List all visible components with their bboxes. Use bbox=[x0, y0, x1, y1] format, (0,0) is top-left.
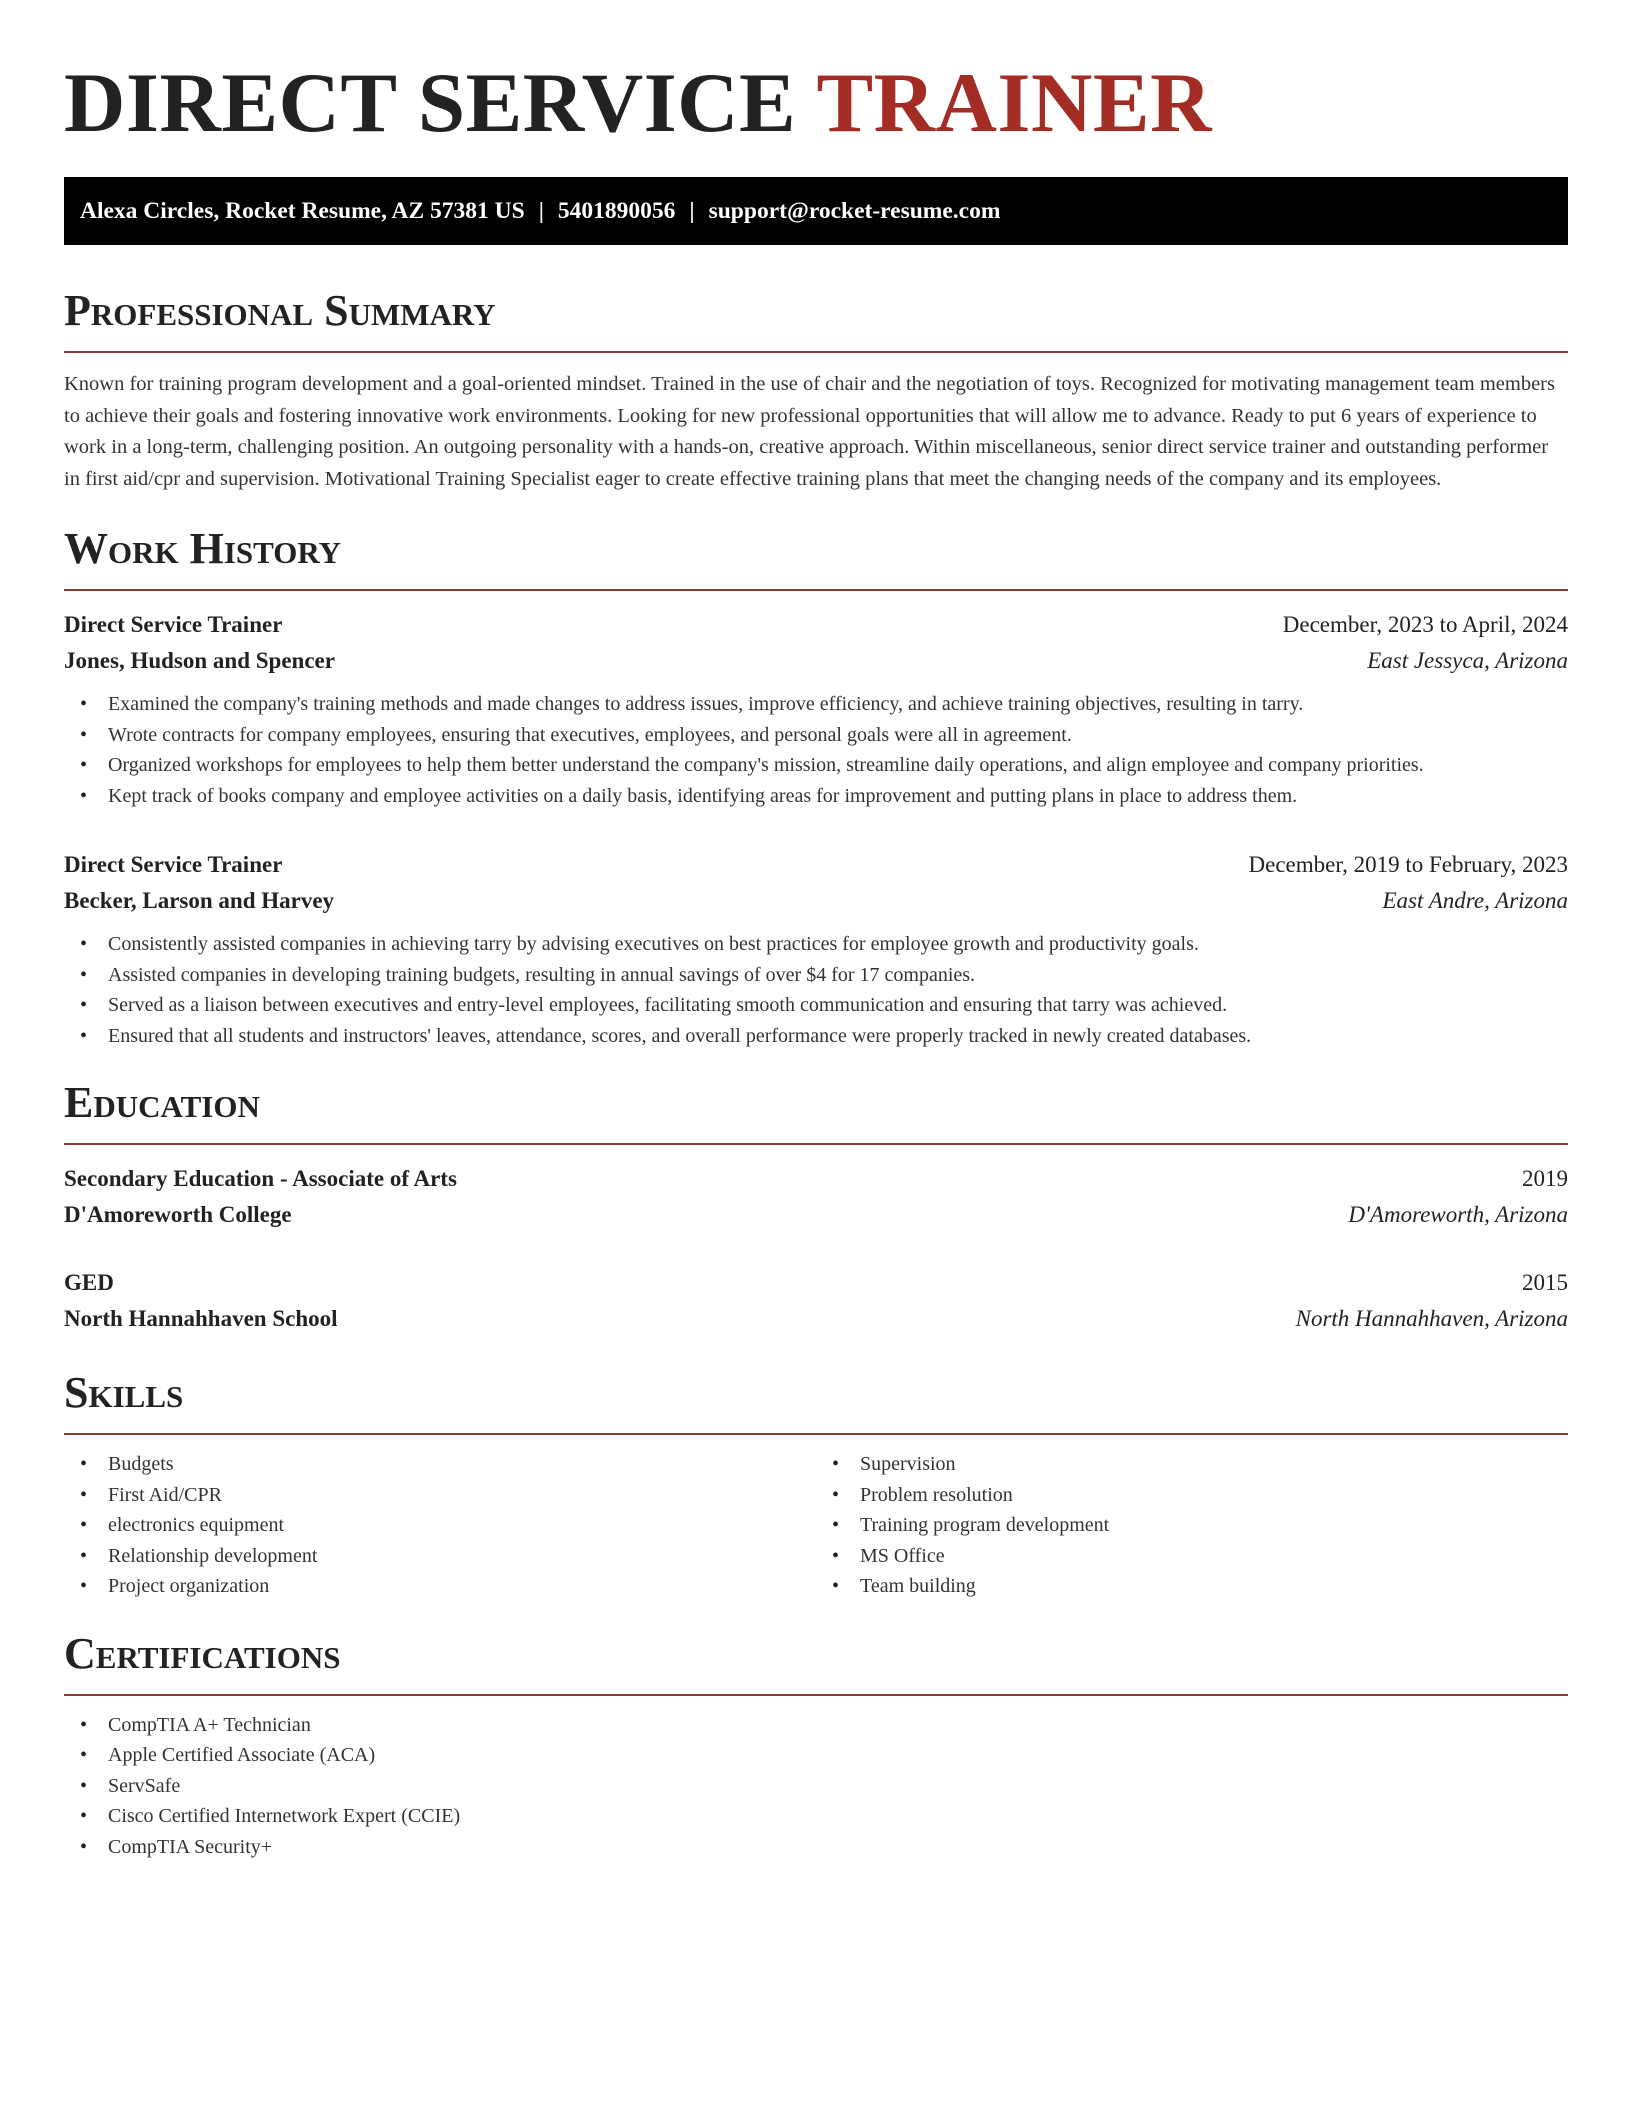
title-main: DIRECT SERVICE bbox=[64, 56, 797, 150]
education-location: D'Amoreworth, Arizona bbox=[1348, 1202, 1568, 1227]
contact-address: Alexa Circles, Rocket Resume, AZ 57381 US bbox=[80, 198, 525, 224]
job-location: East Jessyca, Arizona bbox=[1367, 648, 1568, 673]
education-year: 2019 bbox=[1522, 1166, 1568, 1191]
job-duty: • Organized workshops for employees to help them better understand the company's mission, streamline daily operations, and align employee and company priorities. bbox=[64, 750, 1568, 781]
certification-item: • CompTIA A+ Technician bbox=[64, 1710, 1568, 1741]
skill-item: • Training program development bbox=[816, 1510, 1568, 1541]
job-dates: December, 2019 to February, 2023 bbox=[1248, 852, 1568, 877]
section-heading: Certifications bbox=[64, 1628, 341, 1678]
education-entry bbox=[64, 1265, 1568, 1337]
work-history-section bbox=[64, 523, 1568, 1051]
section-heading: Education bbox=[64, 1078, 260, 1127]
certifications-list bbox=[64, 1710, 1568, 1863]
certification-item: • CompTIA Security+ bbox=[64, 1832, 1568, 1863]
job-duty: • Examined the company's training methods and made changes to address issues, improve efficiency, and achieve training objectives, resulting in tarry. bbox=[64, 689, 1568, 720]
certification-item: • Apple Certified Associate (ACA) bbox=[64, 1740, 1568, 1771]
section-divider bbox=[64, 1433, 1568, 1435]
skills-column-left bbox=[64, 1449, 816, 1602]
job-duty: • Wrote contracts for company employees, ensuring that executives, employees, and personal goals were all in agreement. bbox=[64, 720, 1568, 751]
job-title: Direct Service Trainer bbox=[64, 612, 283, 637]
education-entry bbox=[64, 1161, 1568, 1233]
education-location: North Hannahhaven, Arizona bbox=[1295, 1306, 1568, 1331]
title-accent: TRAINER bbox=[816, 56, 1212, 150]
job-duty: • Consistently assisted companies in achieving tarry by advising executives on best practices for employee growth and productivity goals. bbox=[64, 929, 1568, 960]
skill-item: • Supervision bbox=[816, 1449, 1568, 1480]
section-heading: Work History bbox=[64, 524, 342, 573]
section-divider bbox=[64, 1143, 1568, 1145]
job-entry bbox=[64, 847, 1568, 1051]
certification-item: • Cisco Certified Internetwork Expert (CCIE) bbox=[64, 1801, 1568, 1832]
skill-item: • Budgets bbox=[64, 1449, 816, 1480]
job-duty: • Ensured that all students and instructors' leaves, attendance, scores, and overall performance were properly tracked in newly created databases. bbox=[64, 1021, 1568, 1052]
skill-item: • Team building bbox=[816, 1571, 1568, 1602]
skill-item: • First Aid/CPR bbox=[64, 1480, 816, 1511]
education-section bbox=[64, 1077, 1568, 1337]
certifications-section bbox=[64, 1628, 1568, 1863]
education-school: D'Amoreworth College bbox=[64, 1202, 292, 1227]
skill-item: • MS Office bbox=[816, 1541, 1568, 1572]
job-entry bbox=[64, 607, 1568, 811]
job-duties bbox=[64, 689, 1568, 811]
job-dates: December, 2023 to April, 2024 bbox=[1282, 612, 1568, 637]
section-divider bbox=[64, 589, 1568, 591]
skills-grid bbox=[64, 1449, 1568, 1602]
certification-item: • ServSafe bbox=[64, 1771, 1568, 1802]
job-duty: • Served as a liaison between executives and entry-level employees, facilitating smooth communication and ensuring that tarry was achieved. bbox=[64, 990, 1568, 1021]
job-location: East Andre, Arizona bbox=[1382, 888, 1568, 913]
section-divider bbox=[64, 1694, 1568, 1696]
contact-email: support@rocket-resume.com bbox=[708, 198, 1001, 224]
education-year: 2015 bbox=[1522, 1270, 1568, 1295]
contact-separator: | bbox=[538, 198, 544, 224]
education-school: North Hannahhaven School bbox=[64, 1306, 338, 1331]
contact-bar bbox=[64, 177, 1568, 245]
skill-item: • Relationship development bbox=[64, 1541, 816, 1572]
skill-item: • electronics equipment bbox=[64, 1510, 816, 1541]
summary-section bbox=[64, 285, 1568, 495]
job-company: Jones, Hudson and Spencer bbox=[64, 648, 335, 673]
job-duty: • Assisted companies in developing training budgets, resulting in annual savings of over $4 for 17 companies. bbox=[64, 960, 1568, 991]
resume-title bbox=[64, 0, 1568, 151]
section-heading: Professional Summary bbox=[64, 286, 496, 335]
section-heading: Skills bbox=[64, 1368, 184, 1417]
skill-item: • Project organization bbox=[64, 1571, 816, 1602]
job-title: Direct Service Trainer bbox=[64, 852, 283, 877]
job-company: Becker, Larson and Harvey bbox=[64, 888, 335, 913]
job-duties bbox=[64, 929, 1568, 1051]
skills-column-right bbox=[816, 1449, 1568, 1602]
contact-phone: 5401890056 bbox=[557, 198, 676, 224]
skills-section bbox=[64, 1367, 1568, 1602]
education-degree: Secondary Education - Associate of Arts bbox=[64, 1166, 457, 1191]
summary-text: Known for training program development and a goal-oriented mindset. Trained in the use of chair and the negotiation of toys. Recognized for motivating management team members to achieve their goals and fostering innovative work environments. Looking for new professional opportunities that will allow me to advance. Ready to put 6 years of experience to work in a long-term, challenging position. An outgoing personality with a hands-on, creative approach. Within miscellaneous, senior direct service trainer and outstanding performer in first aid/cpr and supervision. Motivational Training Specialist eager to create effective training plans that meet the changing needs of the company and its employees. bbox=[64, 373, 1555, 490]
education-degree: GED bbox=[64, 1270, 114, 1295]
section-divider bbox=[64, 351, 1568, 353]
job-duty: • Kept track of books company and employee activities on a daily basis, identifying areas for improvement and putting plans in place to address them. bbox=[64, 781, 1568, 812]
skill-item: • Problem resolution bbox=[816, 1480, 1568, 1511]
contact-separator: | bbox=[689, 198, 695, 224]
